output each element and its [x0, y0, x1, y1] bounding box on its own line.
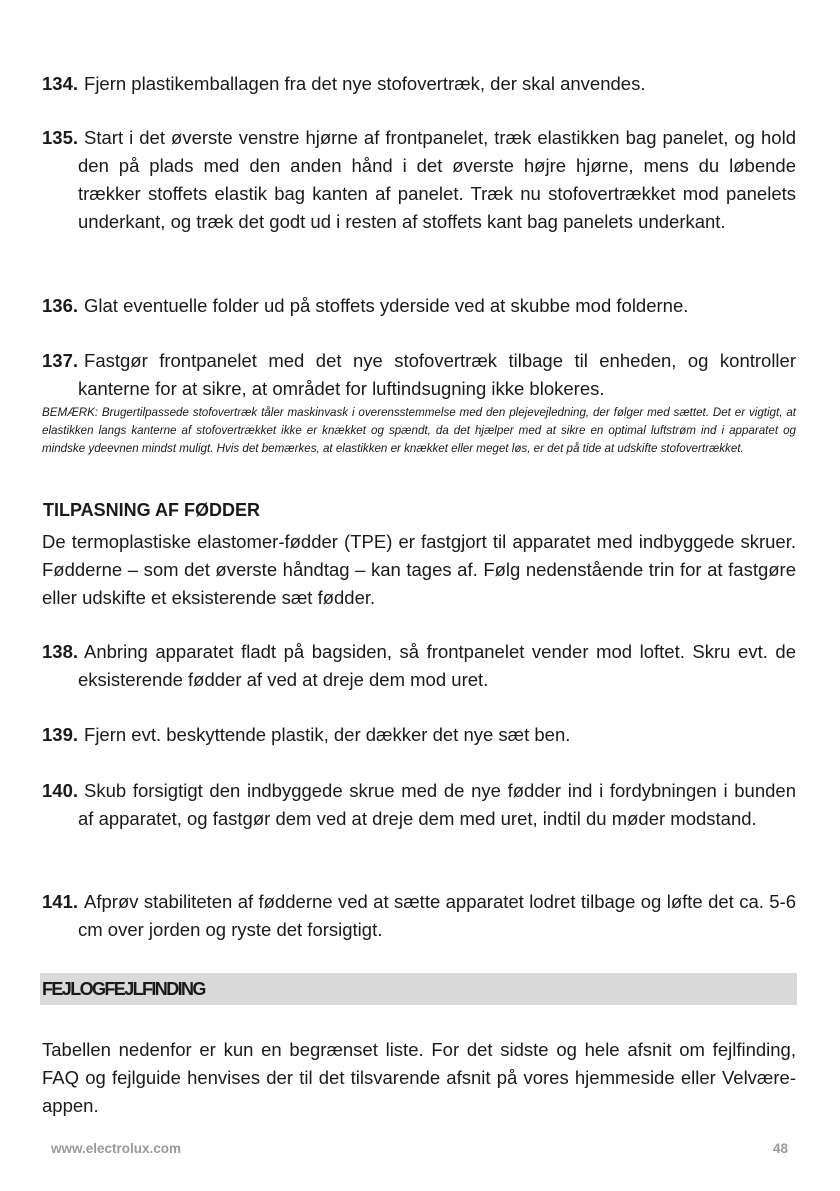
- care-note: BEMÆRK: Brugertilpassede stofovertræk tåler maskinvask i overensstemmelse med den plejevejledning, der følger med sættet. Det er vigtigt, at elastikken langs kanterne af stofovertrækket ikke er knækket og spændt, da det hjælper med at sikre en optimal luftstrøm ind i apparatet og mindske ydeevnen mindst muligt. Hvis det bemærkes, at elastikken er knækket eller meget løs, er det på tide at udskifte stofovertrækket.: [42, 406, 796, 455]
- step-number: 139.: [42, 724, 79, 745]
- feet-heading: TILPASNING AF FØDDER: [43, 500, 260, 520]
- page-number: 48: [772, 1141, 788, 1156]
- step-136: [42, 292, 796, 320]
- section-title: FEJLOGFEJLFINDING: [42, 979, 205, 999]
- step-137: [42, 347, 796, 403]
- step-text: Glat eventuelle folder ud på stoffets yderside ved at skubbe mod folderne.: [84, 295, 689, 316]
- footer-url: www.electrolux.com: [51, 1141, 182, 1156]
- feet-intro: De termoplastiske elastomer-fødder (TPE) er fastgjort til apparatet med indbyggede skruer. Fødderne – som det øverste håndtag – kan tages af. Følg nedenstående trin for at fastgøre eller udskifte et eksisterende sæt fødder.: [42, 531, 796, 608]
- step-text: Fjern plastikemballagen fra det nye stofovertræk, der skal anvendes.: [84, 73, 646, 94]
- step-140: [42, 777, 796, 833]
- step-134: [42, 70, 796, 98]
- step-number: 136.: [42, 295, 79, 316]
- step-number: 135.: [42, 127, 79, 148]
- step-number: 137.: [42, 350, 79, 371]
- step-text: Afprøv stabiliteten af fødderne ved at sætte apparatet lodret tilbage og løfte det ca. 5-6 cm over jorden og ryste det forsigtigt.: [78, 891, 796, 940]
- step-text: Start i det øverste venstre hjørne af frontpanelet, træk elastikken bag panelet, og hold den på plads med den anden hånd i det øverste højre hjørne, mens du løbende trækker stoffets elastik bag kanten af panelet. Træk nu stofovertrækket mod panelets underkant, og træk det godt ud i resten af stoffets kant bag panelets underkant.: [78, 127, 796, 232]
- step-138: [42, 638, 796, 694]
- step-number: 138.: [42, 641, 79, 662]
- step-135: [42, 124, 796, 236]
- troubleshooting-section-bar: [40, 973, 797, 1005]
- step-text: Fastgør frontpanelet med det nye stofovertræk tilbage til enheden, og kontroller kanterne for at sikre, at området for luftindsugning ikke blokeres.: [78, 350, 796, 399]
- step-text: Anbring apparatet fladt på bagsiden, så frontpanelet vender mod loftet. Skru evt. de eksisterende fødder af ved at dreje dem mod uret.: [78, 641, 796, 690]
- step-number: 134.: [42, 73, 79, 94]
- step-141: [42, 888, 796, 944]
- troubleshooting-intro: Tabellen nedenfor er kun en begrænset liste. For det sidste og hele afsnit om fejlfinding, FAQ og fejlguide henvises der til det tilsvarende afsnit på vores hjemmeside eller Velvære-appen.: [42, 1039, 796, 1116]
- step-text: Skub forsigtigt den indbyggede skrue med de nye fødder ind i fordybningen i bunden af apparatet, og fastgør dem ved at dreje dem med uret, indtil du møder modstand.: [78, 780, 796, 829]
- step-139: [42, 721, 796, 749]
- step-text: Fjern evt. beskyttende plastik, der dækker det nye sæt ben.: [84, 724, 571, 745]
- step-number: 141.: [42, 891, 79, 912]
- step-number: 140.: [42, 780, 79, 801]
